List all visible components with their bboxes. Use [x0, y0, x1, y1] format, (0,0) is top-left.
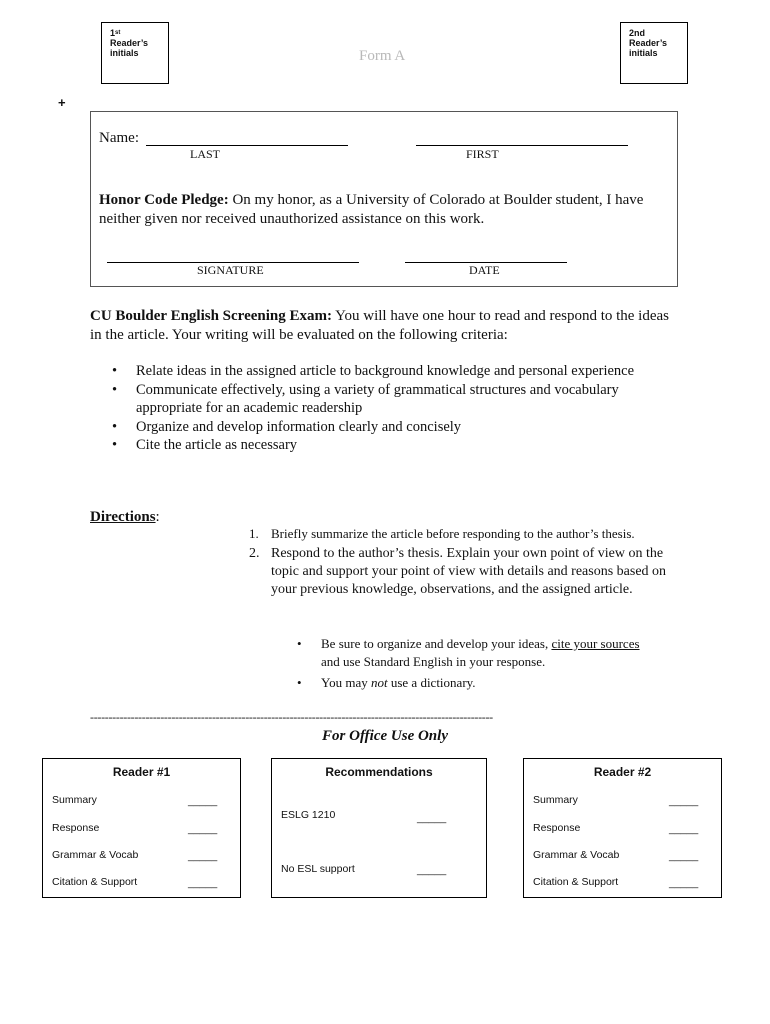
plus-mark: + — [58, 95, 66, 110]
reader1-title: Reader #1 — [112, 765, 171, 779]
reader1-row-label: Summary — [52, 794, 97, 806]
reader2-blank[interactable]: _____ — [669, 795, 699, 807]
list-item: 2. Respond to the author’s thesis. Explain your own point of view on the topic and support your point of view with details and reasons based on your previous knowledge, observations, and the assigned article. — [249, 546, 667, 597]
recommendations-title: Recommendations — [325, 765, 433, 779]
office-use-title: For Office Use Only — [322, 728, 448, 744]
recommendation-row-label: No ESL support — [281, 863, 355, 875]
reader2-blank[interactable]: _____ — [669, 877, 699, 889]
criteria-list — [112, 362, 672, 455]
reader2-title: Reader #2 — [593, 765, 652, 779]
recommendation-blank[interactable]: _____ — [417, 864, 447, 876]
reader2-row-label: Citation & Support — [533, 876, 619, 888]
list-item: • Be sure to organize and develop your ideas, cite your sources and use Standard English in your response. — [297, 636, 640, 669]
reader1-blank[interactable]: _____ — [188, 877, 218, 889]
first-reader-initials-label: initials — [110, 48, 139, 58]
reader1-blank[interactable]: _____ — [188, 795, 218, 807]
signature-label: SIGNATURE — [197, 263, 264, 277]
form-label: Form A — [359, 48, 406, 64]
reader2-row-label: Grammar & Vocab — [533, 849, 620, 861]
notes-list — [297, 635, 687, 692]
reader2-box — [523, 758, 722, 898]
first-reader-initials-box[interactable]: 1st Reader’s initials — [101, 22, 169, 84]
first-reader-label: Reader’s — [110, 38, 149, 48]
recommendations-box — [271, 758, 487, 898]
reader2-blank[interactable]: _____ — [669, 823, 699, 835]
cite-sources-text: cite your sources — [551, 636, 640, 651]
honor-pledge: Honor Code Pledge: On my honor, as a University of Colorado at Boulder student, I have neither given nor received unauthorized assistance on this work. — [99, 192, 644, 227]
list-item: • Communicate effectively, using a variety of grammatical structures and vocabulary — [112, 381, 619, 398]
list-item-continuation: appropriate for an academic readership — [136, 400, 363, 416]
second-reader-label: Reader’s — [629, 38, 668, 48]
exam-title: CU Boulder English Screening Exam: — [90, 308, 332, 324]
reader1-row-label: Response — [52, 822, 100, 834]
first-label: FIRST — [466, 147, 499, 161]
recommendation-row-label: ESLG 1210 — [281, 809, 336, 821]
directions-heading: Directions: — [90, 509, 160, 525]
pledge-heading: Honor Code Pledge: — [99, 192, 229, 208]
date-label: DATE — [469, 263, 500, 277]
list-item: • Organize and develop information clearly and concisely — [112, 418, 462, 435]
exam-intro: CU Boulder English Screening Exam: You will have one hour to read and respond to the ideas in the article. Your writing will be evaluated on the following criteria: — [90, 308, 670, 343]
last-label: LAST — [190, 147, 220, 161]
reader1-blank[interactable]: _____ — [188, 850, 218, 862]
second-reader-initials-box[interactable]: 2nd Reader’s initials — [620, 22, 688, 84]
list-item: • You may not use a dictionary. — [297, 675, 476, 690]
reader2-row-label: Summary — [533, 794, 578, 806]
reader1-blank[interactable]: _____ — [188, 823, 218, 835]
list-item: • Cite the article as necessary — [112, 437, 298, 453]
second-reader-initials-label: initials — [629, 48, 658, 58]
list-item: 1. Briefly summarize the article before responding to the author’s thesis. — [249, 526, 635, 541]
name-label: Name: — [99, 130, 139, 146]
last-name-line[interactable] — [146, 145, 348, 146]
divider: ------------------------------------------------------------------------------------------------------------- — [90, 710, 493, 724]
directions-steps — [249, 525, 689, 601]
first-name-line[interactable] — [416, 145, 628, 146]
reader2-blank[interactable]: _____ — [669, 850, 699, 862]
list-item: • Relate ideas in the assigned article to background knowledge and personal experience — [112, 363, 635, 379]
reader1-row-label: Grammar & Vocab — [52, 849, 139, 861]
reader2-row-label: Response — [533, 822, 581, 834]
reader1-box — [42, 758, 241, 898]
recommendation-blank[interactable]: _____ — [417, 812, 447, 824]
reader1-row-label: Citation & Support — [52, 876, 138, 888]
